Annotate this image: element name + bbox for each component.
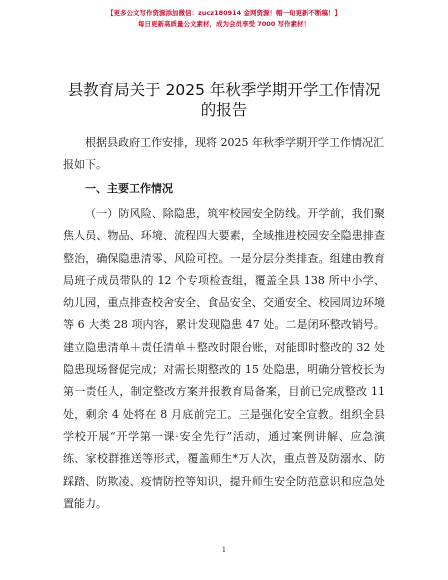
promo-banner-line-1: 【更多公文写作资源添加微信：zucz180914 金网资源！帽一旬更新不断稿！】 bbox=[107, 9, 341, 17]
section-heading: 一、主要工作情况 bbox=[85, 182, 173, 195]
page-number: 1 bbox=[221, 546, 227, 554]
body-paragraph: （一）防风险、除隐患，筑牢校园安全防线。开学前，我们聚焦人员、物品、环境、流程四大要素，全域推进校园安全隐患排查整治，确保隐患清零、风险可控。一是分层分类排查。组建由教育局班子成员带队的 12 个专项检查组，覆盖全县 138 所中小学、幼儿园，重点排查校舍安全、食品安全、交通安全、校园周边环境等 6 大类 28 项内容，累计发现隐患 47 处。二是闭环整改销号。建立隐患清单＋责任清单＋整改时限台账，对能即时整改的 32 处隐患现场督促完成；对需长期整改的 15 处隐患，明确分管校长为第一责任人，制定整改方案并报教育局备案，目前已完成整改 11 处，剩余 4 处将在 8 月底前完工。三是强化安全宣教。组织全县学校开展“开学第一课·安全先行”活动，通过案例讲解、应急演练、家校群推送等形式，覆盖师生*万人次，重点普及防溺水、防踩踏、防欺凌、疫情防控等知识，提升师生安全防范意识和应急处置能力。 bbox=[63, 207, 385, 510]
promo-banner-line-2: 每日更新高质量公文素材，成为会员享受 7000 写作素材！ bbox=[137, 20, 311, 28]
document-title: 县教育局关于 2025 年秋季学期开学工作情况的报告 bbox=[67, 81, 381, 119]
intro-paragraph: 根据县政府工作安排，现将 2025 年秋季学期开学工作情况汇报如下。 bbox=[63, 136, 384, 172]
promo-banner bbox=[0, 8, 448, 30]
